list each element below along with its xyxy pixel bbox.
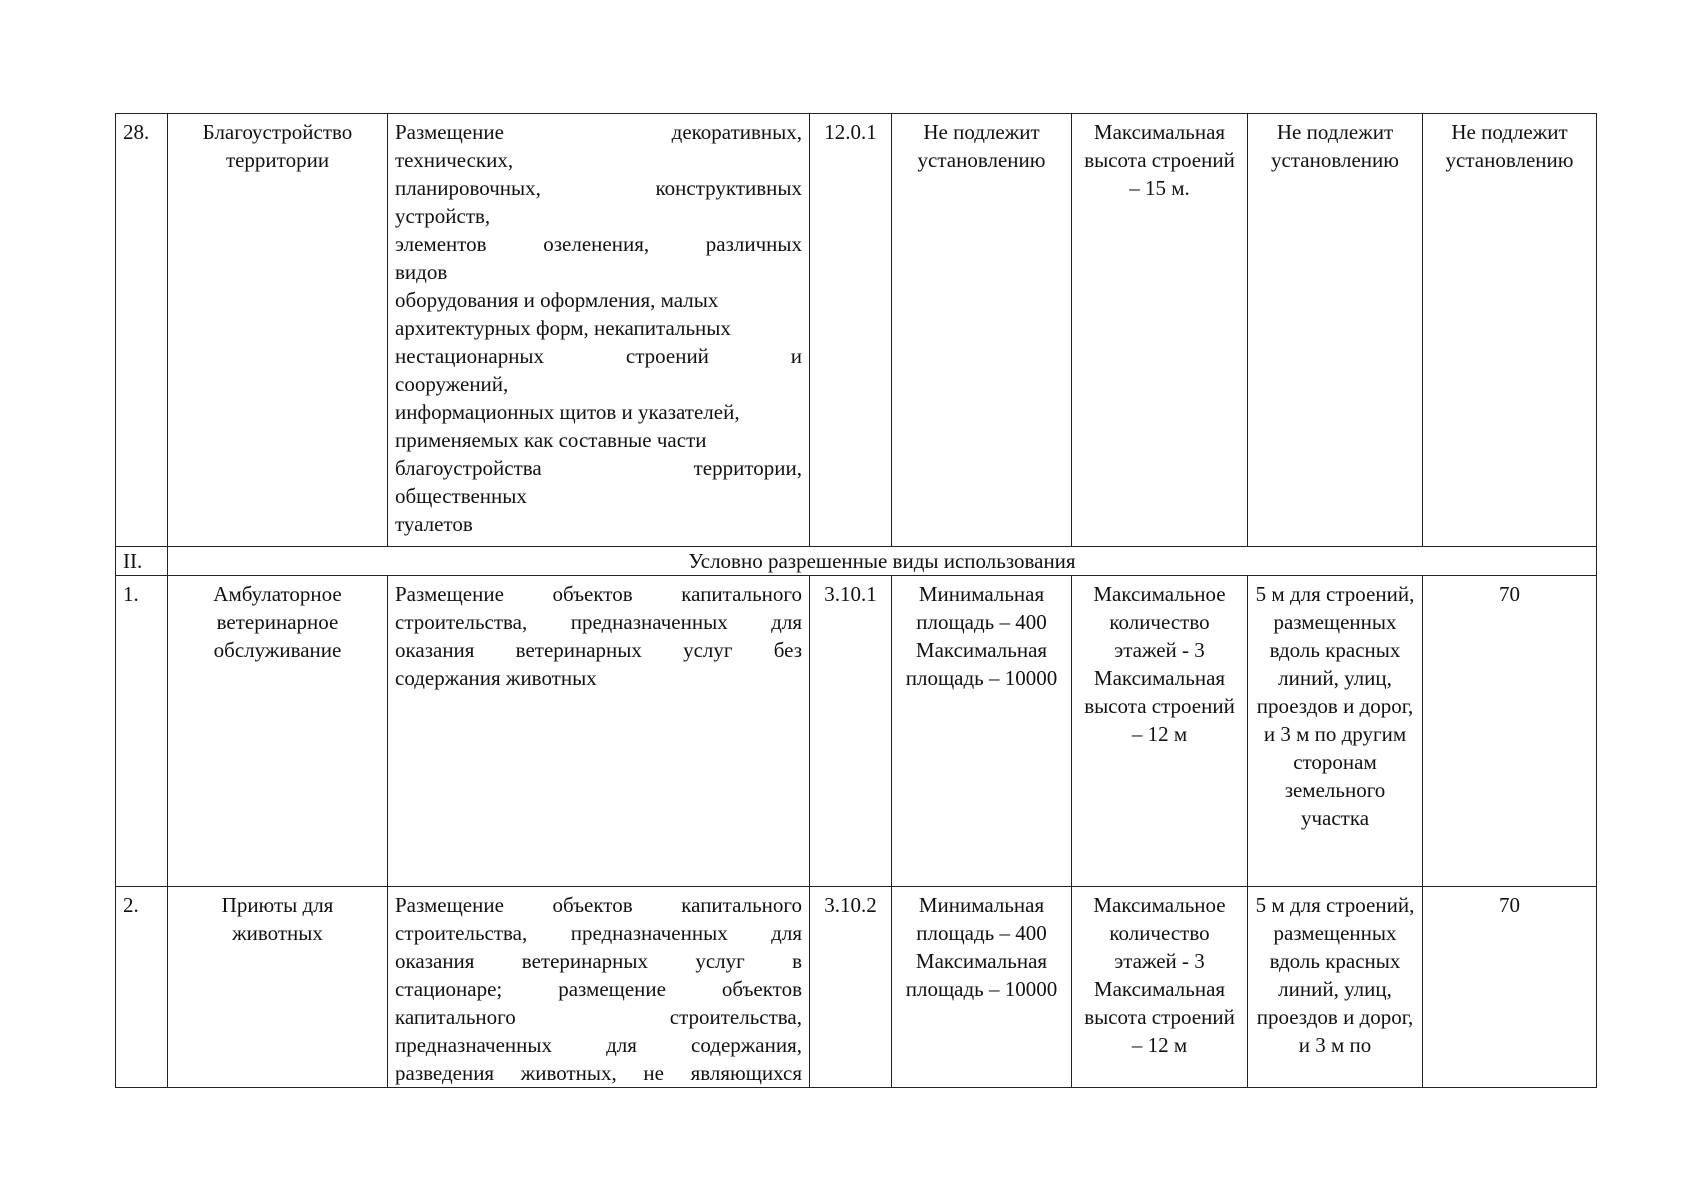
use-type-name: Амбулаторное ветеринарное обслуживание [168,576,388,887]
description-line: туалетов [395,512,473,536]
plot-area-limits: Минимальная площадь – 400 Максимальная площадь – 10000 [892,576,1072,887]
description-line: капитального строительства, [395,1005,802,1029]
coverage-percent: 70 [1423,576,1597,887]
coverage-percent: 70 [1423,887,1597,1088]
plot-area-limits: Не подлежит установлению [892,114,1072,547]
height-limits: Максимальное количество этажей - 3 Максимальная высота строений – 12 м [1072,576,1248,887]
description-line: сооружений, [395,372,509,396]
table-row [116,576,1597,887]
description-line: Размещение декоративных, [395,120,802,144]
plot-area-limits: Минимальная площадь – 400 Максимальная площадь – 10000 [892,887,1072,1088]
use-type-name: Приюты для животных [168,887,388,1088]
description-line: технических, [395,148,514,172]
description-line: оборудования и оформления, малых [395,288,719,312]
description-line: предназначенных для содержания, [395,1033,802,1057]
description-line: элементов озеленения, различных [395,232,802,256]
use-description [388,887,810,1088]
description-line: устройств, [395,204,491,228]
description-line: информационных щитов и указателей, [395,400,740,424]
section-header-row [116,547,1597,576]
description-line: строительства, предназначенных для [395,921,802,945]
description-line: строительства, предназначенных для [395,610,802,634]
use-type-name: Благоустройство территории [168,114,388,547]
description-line: разведения животных, не являющихся [395,1061,802,1085]
description-line: оказания ветеринарных услуг без [395,638,802,662]
description-line: стационаре; размещение объектов [395,977,802,1001]
setback-limits: 5 м для строений, размещенных вдоль красных линий, улиц, проездов и дорог, и 3 м по [1248,887,1423,1088]
setback-limits: 5 м для строений, размещенных вдоль красных линий, улиц, проездов и дорог, и 3 м по другим сторонам земельного участка [1248,576,1423,887]
description-line: Размещение объектов капитального [395,582,802,606]
description-line: благоустройства территории, [395,456,802,480]
description-line: содержания животных [395,666,597,690]
description-line: оказания ветеринарных услуг в [395,949,802,973]
section-title: Условно разрешенные виды использования [168,547,1597,576]
land-use-table [115,113,1597,1088]
classifier-code: 3.10.2 [810,887,892,1088]
coverage-percent: Не подлежит установлению [1423,114,1597,547]
description-line: Размещение объектов капитального [395,893,802,917]
use-description [388,114,810,547]
description-line: нестационарных строений и [395,344,802,368]
description-line: видов [395,260,448,284]
classifier-code: 12.0.1 [810,114,892,547]
description-line: планировочных, конструктивных [395,176,802,200]
setback-limits: Не подлежит установлению [1248,114,1423,547]
classifier-code: 3.10.1 [810,576,892,887]
height-limits: Максимальная высота строений – 15 м. [1072,114,1248,547]
section-number: II. [116,547,168,576]
row-number: 28. [116,114,168,547]
table-row [116,887,1597,1088]
table-row [116,114,1597,547]
description-line: архитектурных форм, некапитальных [395,316,731,340]
row-number: 2. [116,887,168,1088]
description-line: применяемых как составные части [395,428,707,452]
height-limits: Максимальное количество этажей - 3 Максимальная высота строений – 12 м [1072,887,1248,1088]
use-description [388,576,810,887]
row-number: 1. [116,576,168,887]
description-line: общественных [395,484,527,508]
